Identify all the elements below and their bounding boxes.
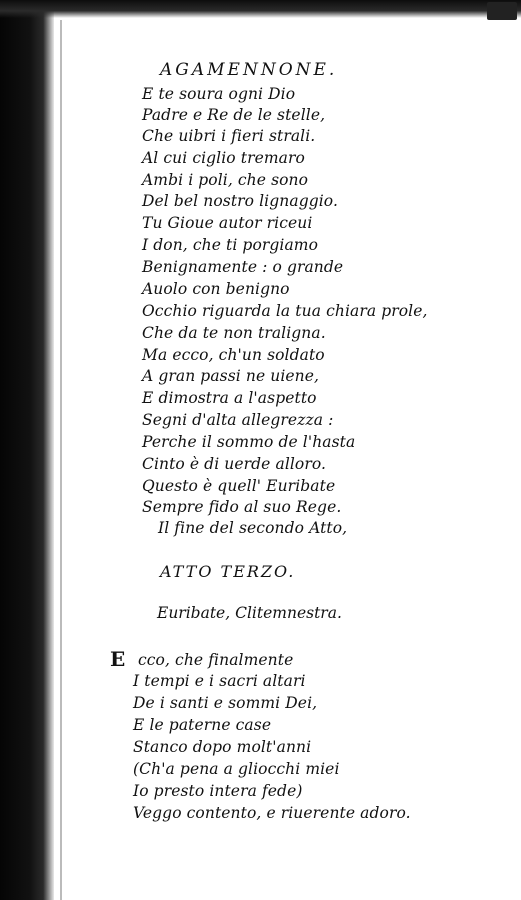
verse-line: Ma ecco, ch'un soldato xyxy=(142,346,325,364)
speaker-heading: AGAMENNONE. xyxy=(160,60,338,80)
verse-line: Ambi i poli, che sono xyxy=(142,171,309,189)
verse-line: Questo è quell' Euribate xyxy=(142,477,336,495)
page-top-edge-shadow xyxy=(0,0,521,18)
verse-line: Occhio riguarda la tua chiara prole, xyxy=(142,302,428,320)
verse-line: A gran passi ne uiene, xyxy=(142,367,320,385)
verse-line: I tempi e i sacri altari xyxy=(133,672,306,690)
verse-line: Che uibri i fieri strali. xyxy=(142,127,316,145)
drop-cap-letter: E xyxy=(110,647,126,671)
end-of-act-line: Il fine del secondo Atto, xyxy=(158,519,348,537)
verse-line: Del bel nostro lignaggio. xyxy=(142,192,338,210)
page-gutter-line xyxy=(60,20,62,900)
verse-line: Segni d'alta allegrezza : xyxy=(142,411,334,429)
act-heading: ATTO TERZO. xyxy=(160,562,296,581)
book-spine-shadow xyxy=(0,0,54,900)
verse-line: E le paterne case xyxy=(133,716,272,734)
verse-line: cco, che finalmente xyxy=(138,651,294,669)
verse-line: I don, che ti porgiamo xyxy=(142,236,319,254)
verse-line: Che da te non traligna. xyxy=(142,324,326,342)
verse-line: Veggo contento, e riuerente adoro. xyxy=(133,804,411,822)
verse-line: Stanco dopo molt'anni xyxy=(133,738,312,756)
verse-line: Padre e Re de le stelle, xyxy=(142,106,326,124)
verse-line: Benignamente : o grande xyxy=(142,258,344,276)
verse-line: (Ch'a pena a gliocchi miei xyxy=(133,760,340,778)
verse-line: Tu Gioue autor riceui xyxy=(142,214,313,232)
verse-line: Cinto è di uerde alloro. xyxy=(142,455,327,473)
verse-line: Perche il sommo de l'hasta xyxy=(142,433,356,451)
verse-line: Al cui ciglio tremaro xyxy=(142,149,305,167)
verse-line: Sempre fido al suo Rege. xyxy=(142,498,342,516)
verse-line: E dimostra a l'aspetto xyxy=(142,389,317,407)
scene-speakers: Euribate, Clitemnestra. xyxy=(157,604,342,622)
verse-line: Io presto intera fede) xyxy=(133,782,303,800)
verse-line: E te soura ogni Dio xyxy=(142,85,296,103)
verse-line: Auolo con benigno xyxy=(142,280,290,298)
verse-line: De i santi e sommi Dei, xyxy=(133,694,318,712)
corner-mark xyxy=(487,2,517,20)
